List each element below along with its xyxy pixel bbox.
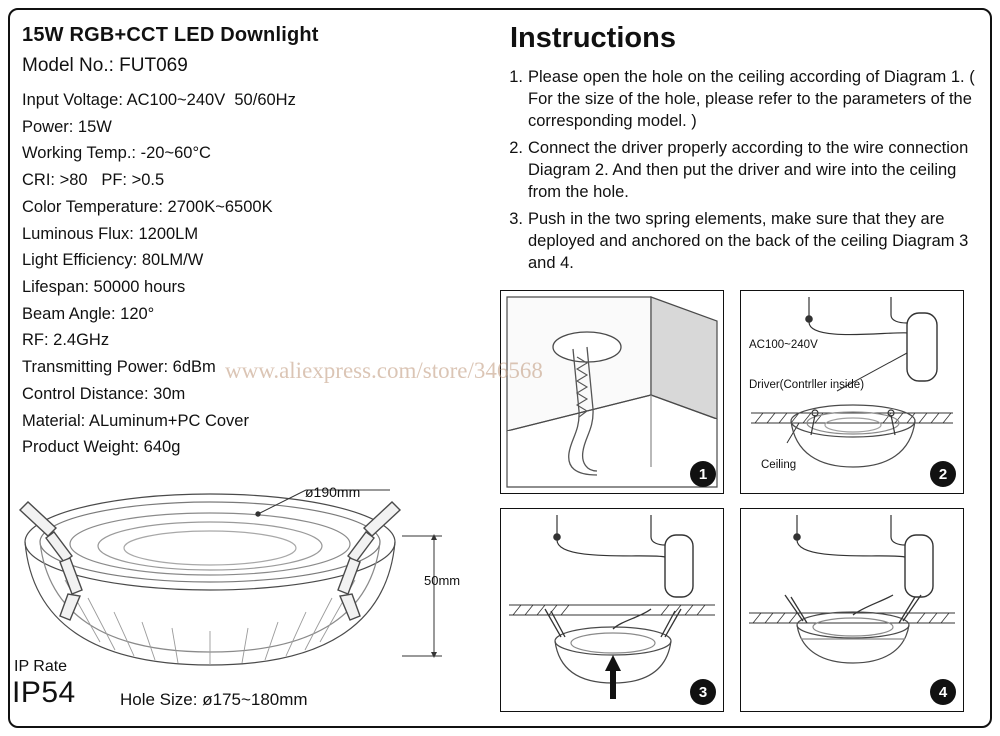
diagram-panel-2 xyxy=(740,290,964,494)
step-text: Please open the hole on the ceiling according of Diagram 1. ( For the size of the hole, please refer to the parameters of the corresponding model. ) xyxy=(528,68,975,130)
diagram-label-ac-voltage: AC100~240V xyxy=(749,339,818,351)
instructions-title: Instructions xyxy=(510,22,676,54)
ip-rate-label: IP Rate xyxy=(14,658,68,675)
diagram-grid xyxy=(500,290,980,718)
ip-rate-value: IP54 xyxy=(12,676,76,709)
page-title: 15W RGB+CCT LED Downlight xyxy=(22,24,319,46)
downlight-illustration xyxy=(10,470,490,720)
spec-item: Lifespan: 50000 hours xyxy=(22,278,186,297)
model-number: Model No.: FUT069 xyxy=(22,55,188,76)
step-number: 3. xyxy=(509,209,523,228)
spec-item: Luminous Flux: 1200LM xyxy=(22,224,199,243)
spec-item: RF: 2.4GHz xyxy=(22,331,110,350)
instructions-panel xyxy=(508,22,978,279)
diagram-4-graphic xyxy=(741,509,963,711)
watermark: www.aliexpress.com/store/346568 xyxy=(225,358,543,383)
diagram-3-graphic xyxy=(501,509,723,711)
height-dimension-label: 50mm xyxy=(424,573,461,588)
product-spec-panel xyxy=(22,24,492,461)
spec-item: Transmitting Power: 6dBm xyxy=(22,358,216,377)
diameter-dimension-label: ø190mm xyxy=(305,484,361,500)
spec-item: Working Temp.: -20~60°C xyxy=(22,144,211,163)
diagram-panel-1 xyxy=(500,290,724,494)
step-number: 2. xyxy=(509,138,523,157)
step-number: 1. xyxy=(509,68,523,86)
spec-list xyxy=(22,87,492,461)
diagram-label-ceiling: Ceiling xyxy=(761,459,797,471)
diagram-number-badge: 1 xyxy=(690,461,716,487)
spec-item: Beam Angle: 120° xyxy=(22,304,155,323)
product-drawing xyxy=(10,470,490,720)
spec-item: CRI: >80 PF: >0.5 xyxy=(22,171,165,190)
instruction-step xyxy=(508,67,978,133)
spec-item: Power: 15W xyxy=(22,117,112,136)
diagram-panel-3 xyxy=(500,508,724,712)
spec-item: Input Voltage: AC100~240V 50/60Hz xyxy=(22,91,296,109)
diagram-number-badge: 4 xyxy=(930,679,956,705)
diagram-number-badge: 2 xyxy=(930,461,956,487)
diagram-panel-4 xyxy=(740,508,964,712)
hole-size-label: Hole Size: ø175~180mm xyxy=(120,690,308,709)
spec-item: Material: ALuminum+PC Cover xyxy=(22,411,249,430)
step-text: Push in the two spring elements, make sure that they are deployed and anchored on the back of the ceiling Diagram 3 and 4. xyxy=(528,209,969,272)
diagram-1-graphic xyxy=(501,291,723,493)
diagram-number-badge: 3 xyxy=(690,679,716,705)
instruction-step xyxy=(508,138,978,204)
diagram-label-driver: Driver(Contrller inside) xyxy=(749,379,865,391)
spec-item: Color Temperature: 2700K~6500K xyxy=(22,197,273,216)
instruction-step xyxy=(508,209,978,275)
spec-item: Product Weight: 640g xyxy=(22,438,181,457)
step-text: Connect the driver properly according to the wire connection Diagram 2. And then put the driver and wire into the ceiling from the hole. xyxy=(528,138,969,201)
spec-item: Control Distance: 30m xyxy=(22,384,186,403)
instructions-list xyxy=(508,67,978,274)
spec-item: Light Efficiency: 80LM/W xyxy=(22,251,204,270)
